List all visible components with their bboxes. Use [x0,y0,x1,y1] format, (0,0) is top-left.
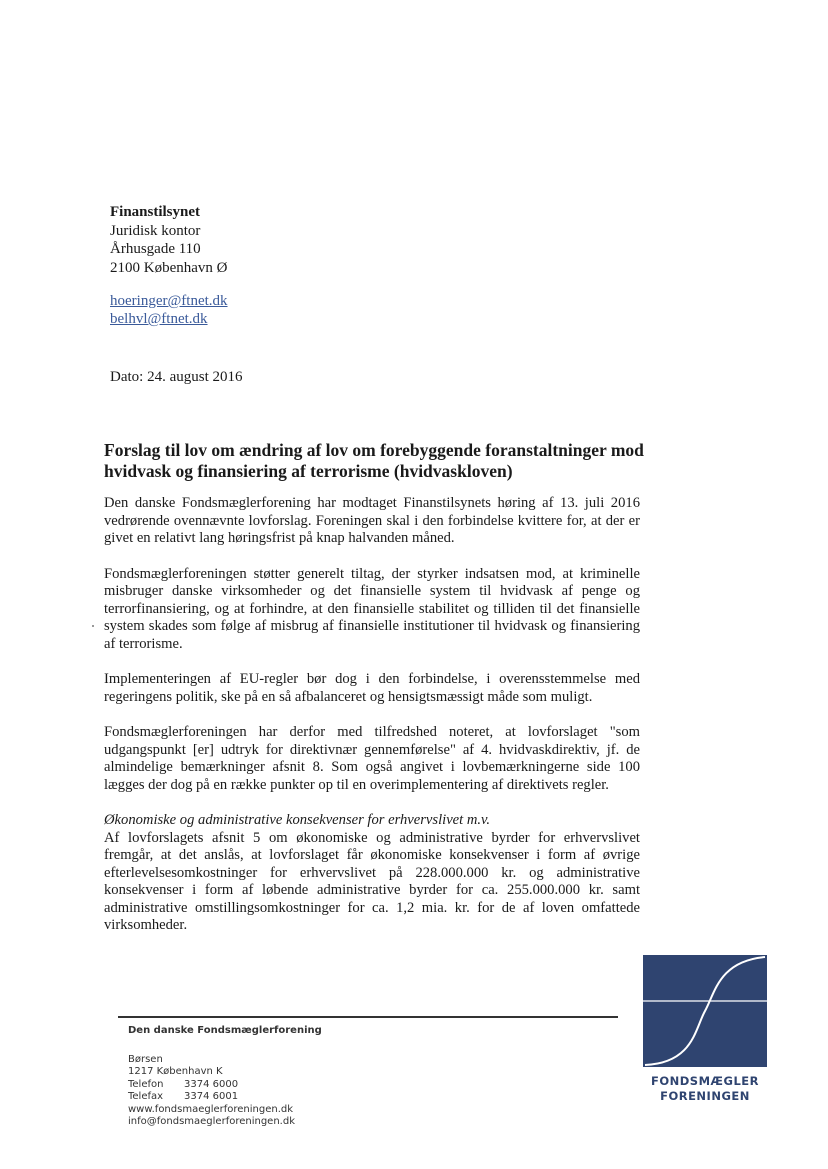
footer-divider [118,1016,618,1018]
letter-date: Dato: 24. august 2016 [110,369,243,385]
scan-speck [92,625,94,627]
letter-body [104,495,640,935]
paragraph: Af lovforslagets afsnit 5 om økonomiske og administrative byrder for erhvervslivet fremgår, at det anslås, at lovforslaget får økonomiske konsekvenser i form af øvrige efterlevelsesomkostninger for erhvervslivet på 228.000.000 kr. og administrative konsekvenser i form af løbende administrative byrder for ca. 255.000.000 kr. samt administrative omstillingsomkostninger for ca. 1,2 mia. kr. for de af loven omfattede virksomheder. [104,829,640,933]
phone-label: Telefon [128,1078,164,1090]
footer-address-line: Børsen [128,1053,163,1065]
logo-line-2: FORENINGEN [660,1089,750,1103]
footer-website[interactable]: www.fondsmaeglerforeningen.dk [128,1103,294,1115]
paragraph: Implementeringen af EU-regler bør dog i den forbindelse, i overensstemmelse med regeringens politik, ske på en så afbalanceret og hensigtsmæssigt måde som muligt. [104,671,640,705]
recipient-address [110,203,227,277]
phone-number: 3374 6000 [184,1078,239,1090]
section-subheading: Økonomiske og administrative konsekvenser for erhvervslivet m.v. [104,812,491,828]
footer-org-name: Den danske Fondsmæglerforening [128,1025,322,1036]
letter-title: Forslag til lov om ændring af lov om forebyggende foranstaltninger mod hvidvask og finansiering af terrorisme (hvidvaskloven) [104,440,644,481]
paragraph: Den danske Fondsmæglerforening har modtaget Finanstilsynets høring af 13. juli 2016 vedrørende ovennævnte lovforslag. Foreningen skal i den forbindelse kvittere for, at der er givet en relativt lang høringsfrist på knap halvanden måned. [104,495,640,546]
footer-email[interactable]: info@fondsmaeglerforeningen.dk [128,1116,295,1127]
fax-number: 3374 6001 [184,1091,239,1102]
logo-line-1: FONDSMÆGLER [651,1074,759,1088]
logo-wordmark [636,1074,774,1104]
logo-mark [643,955,767,1067]
recipient-org: Finanstilsynet [110,204,201,220]
email-link-hoeringer[interactable]: hoeringer@ftnet.dk [110,293,228,309]
footer-address-line: 1217 København K [128,1066,223,1077]
recipient-city: 2100 København Ø [110,259,228,276]
logo-curve-graphic [643,955,767,1067]
footer-phone-row [128,1079,322,1092]
email-list [110,292,228,328]
recipient-dept: Juridisk kontor [110,222,201,239]
recipient-street: Århusgade 110 [110,241,201,257]
fax-label: Telefax [128,1091,164,1102]
email-link-belhvl[interactable]: belhvl@ftnet.dk [110,311,208,327]
paragraph: Fondsmæglerforeningen støtter generelt tiltag, der styrker indsatsen mod, at kriminelle misbruger danske virksomheder og det finansielle system til hvidvask af penge og terrorfinansiering, og at forhindre, at den finansielle stabilitet og tilliden til det finansielle system skades som følge af misbrug af finansielle institutioner til hvidvask og finansiering af terrorisme. [104,565,640,652]
paragraph: Fondsmæglerforeningen har derfor med tilfredshed noteret, at lovforslaget "som udgangspunkt [er] udtryk for direktivnær gennemførelse" af 4. hvidvaskdirektiv, jf. de almindelige bemærkninger afsnit 8. Som også angivet i lovbemærkningerne side 100 lægges der dog på en række punkter op til en overimplementering af direktivets regler. [104,724,640,793]
footer-contact [128,1025,322,1129]
footer-fax-row [128,1091,322,1104]
